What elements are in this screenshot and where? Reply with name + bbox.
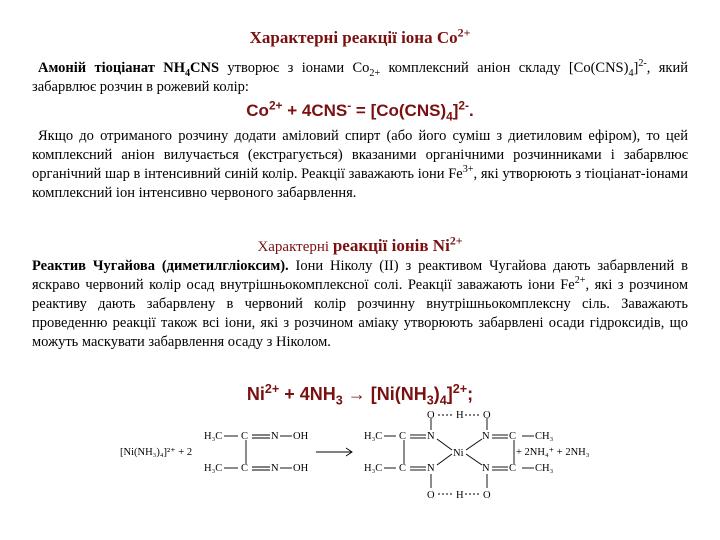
co-paragraph-1: Амоній тіоціанат $NH_4CNS$ утворює з іонами $Co_{2+}$ комплексний аніон складу $[Co(CNS)_4]^{2-}$, який забарвлює розчин в рожевий колір: (32, 58, 688, 95)
nitrogen-label: N (427, 463, 435, 474)
oxygen-label: O (427, 490, 435, 501)
carbon-label: C (399, 431, 407, 442)
nitrogen-label: N (271, 431, 279, 442)
oxygen-label: O (483, 410, 491, 421)
nitrogen-label: N (482, 431, 490, 442)
methyl-label: H₃C (364, 431, 383, 442)
oxygen-label: O (427, 410, 435, 421)
ni-equation: $Ni^{2+} + 4NH_3 \to [Ni(NH_3)_4]^{2+}$; (246, 382, 474, 408)
oxygen-label: O (483, 490, 491, 501)
co-paragraph-2: Якщо до отриманого розчину додати аміловий спирт (або його суміш з диетиловим ефіром), то цей комплексний аніон вилучається (екстрагується) вказаними органічними розчинниками і забарвлює органічний шар в інтенсивний синій колір. Реакції заважають іони $Fe^{3+}$, які утворюють з тіоціанат-іонами комплексний іон інтенсивно червоного забарвлення. (32, 128, 688, 201)
nitrogen-label: N (482, 463, 490, 474)
products-label: + 2NH₄⁺ + 2NH₃ (516, 447, 590, 458)
dimethylglyoxime-reaction-scheme (120, 408, 600, 520)
hydrogen-label: H (456, 490, 464, 501)
carbon-label: C (509, 431, 517, 442)
methyl-label: H₃C (204, 431, 223, 442)
carbon-label: C (399, 463, 407, 474)
nickel-label: Ni (453, 448, 464, 459)
nitrogen-label: N (427, 431, 435, 442)
nitrogen-label: N (271, 463, 279, 474)
methyl-label: H₃C (364, 463, 383, 474)
reactant-complex-label: [Ni(NH₃)₄]²⁺ + 2 (120, 447, 193, 458)
hydroxyl-label: OH (293, 463, 309, 474)
ni-paragraph: Реактив Чугайова (диметилгліоксим). Іони Ніколу (ІІ) з реактивом Чугайова дають забарвлений в яскраво червоний колір осад внутрішньокомплексної солі. Реакції заважають іони $Fe^{2+}$, які з розчином реактиву дають забарвлену в червоний колір розчинну внутрішньокомплексну сіль. Заважають проведенню реакції також всі іони, які з розчином аміаку утворюють забарвлені осади гідроксидів, що можуть маскувати забарвлення осаду з Ніколом. (32, 258, 688, 350)
carbon-label: C (241, 463, 249, 474)
methyl-label: CH₃ (535, 463, 554, 474)
hydrogen-label: H (456, 410, 464, 421)
hydroxyl-label: OH (293, 431, 309, 442)
carbon-label: C (241, 431, 249, 442)
methyl-label: H₃C (204, 463, 223, 474)
co-equation: $Co^{2+} + 4CNS^- = [Co(CNS)_4]^{2-}$. (246, 98, 474, 124)
co-section-title: Характерні реакції іона $Co^{2+}$ (249, 25, 471, 47)
carbon-label: C (509, 463, 517, 474)
methyl-label: CH₃ (535, 431, 554, 442)
ni-section-title: Характерні реакції іонів $Ni^{2+}$ (257, 233, 463, 255)
